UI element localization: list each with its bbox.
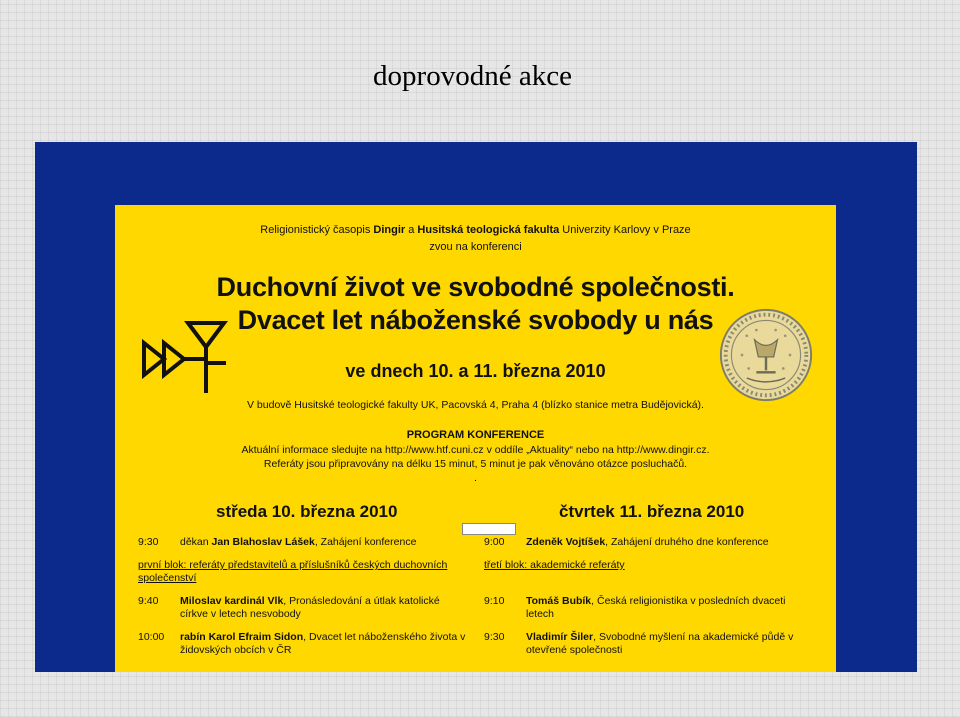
program-heading: PROGRAM KONFERENCE (406, 429, 545, 441)
entry-time: 9:40 (138, 595, 159, 607)
program-entry (138, 536, 468, 549)
entry-time: 10:00 (138, 631, 165, 643)
speaker-name: Jan Blahoslav Lášek (211, 536, 315, 548)
cursor-box (462, 523, 516, 535)
poster-info-line-1: Aktuální informace sledujte na http://www.htf.cuni.cz v oddíle „Aktuality“ nebo na http://www.dingir.cz. (241, 444, 710, 456)
talk-title: , Svobodné myšlení na akademické půdě v otevřené společnosti (526, 631, 794, 656)
poster-headline-1: Duchovní život ve svobodné společnosti. (216, 272, 735, 302)
program-entry (138, 595, 468, 621)
speaker-name: Zdeněk Vojtíšek (526, 536, 606, 548)
program-entry (484, 595, 814, 621)
speaker-name: Vladimír Šiler (526, 631, 594, 643)
faculty-seal-icon (718, 307, 814, 403)
entry-text (526, 536, 814, 549)
talk-title: , Zahájení konference (314, 536, 417, 548)
intro-text: a (405, 224, 418, 236)
intro-journal: Dingir (373, 224, 406, 236)
program-entry (484, 536, 814, 549)
poster-intro-line-1 (115, 224, 836, 236)
entry-time: 9:30 (138, 536, 159, 548)
poster-dates: ve dnech 10. a 11. března 2010 (345, 361, 606, 381)
speaker-name: Tomáš Bubík (526, 595, 592, 607)
entry-time: 9:10 (484, 595, 505, 607)
slide-title: doprovodné akce (373, 60, 572, 92)
intro-faculty: Husitská teologická fakulta (417, 224, 560, 236)
program-entry (484, 631, 814, 657)
entry-time: 9:30 (484, 631, 505, 643)
speaker-name: rabín Karol Efraim Sidon (180, 631, 304, 643)
entry-text (526, 631, 814, 657)
block-heading: první blok: referáty představitelů a příslušníků českých duchovních společenství (138, 559, 448, 584)
talk-title: , Zahájení druhého dne konference (605, 536, 769, 548)
conference-poster (115, 205, 836, 672)
block-heading: třetí blok: akademické referáty (484, 559, 625, 571)
entry-time: 9:00 (484, 536, 505, 548)
blue-frame (35, 142, 917, 672)
intro-text: Religionistický časopis (260, 224, 374, 236)
day-2-heading: čtvrtek 11. března 2010 (559, 502, 745, 521)
talk-title: , Pronásledování a útlak katolické církve v letech nesvobody (180, 595, 440, 620)
talk-title: , Česká religionistika v posledních dvaceti letech (526, 595, 786, 620)
poster-intro-line-2: zvou na konferenci (429, 241, 522, 253)
day-1-heading: středa 10. března 2010 (216, 502, 398, 521)
entry-text (526, 595, 814, 621)
entry-text (180, 536, 468, 549)
dingir-logo-icon (140, 315, 228, 395)
poster-info-line-2: Referáty jsou připravovány na délku 15 minut, 5 minut je pak věnováno otázce posluchačů. (263, 458, 688, 470)
entry-text (180, 631, 468, 657)
poster-venue: V budově Husitské teologické fakulty UK, Pacovská 4, Praha 4 (blízko stanice metra Budějovická). (247, 399, 704, 411)
entry-prefix: děkan (180, 536, 212, 548)
intro-text: Univerzity Karlovy v Praze (559, 224, 691, 236)
poster-headline-2: Dvacet let náboženské svobody u nás (237, 305, 714, 335)
program-day-2 (484, 502, 814, 659)
speaker-name: Miloslav kardinál Vlk (180, 595, 284, 607)
talk-title: , Dvacet let náboženského života v židovských obcích v ČR (180, 631, 466, 656)
entry-text (180, 595, 468, 621)
poster-dot: . (474, 472, 477, 484)
program-day-1 (138, 502, 468, 659)
program-entry (138, 631, 468, 657)
